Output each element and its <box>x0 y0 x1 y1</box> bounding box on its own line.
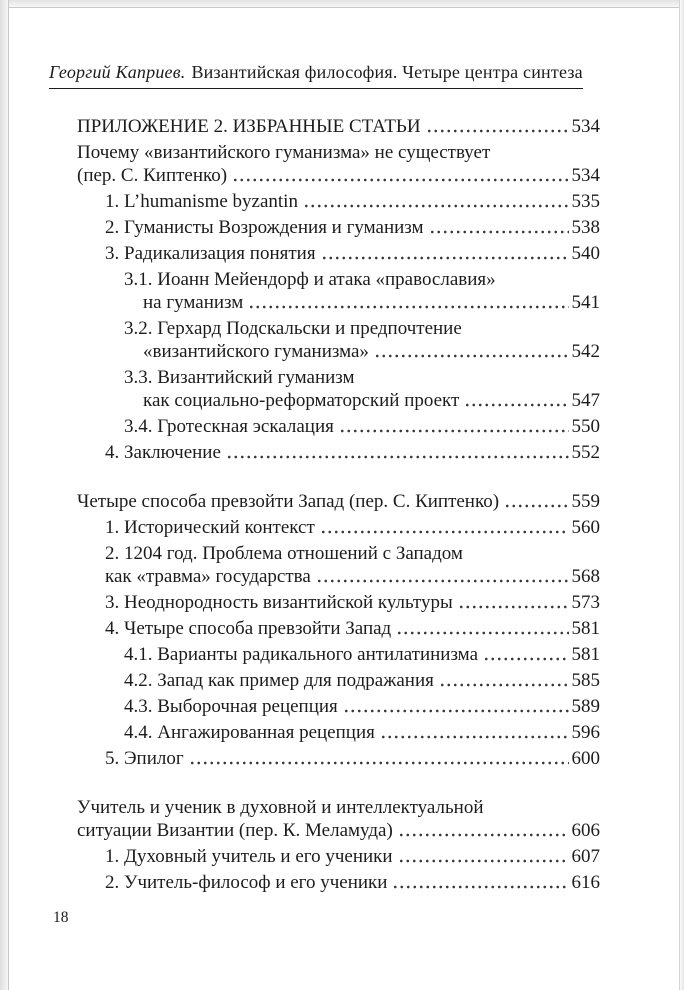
toc-entry-text: 4. Заключение <box>105 442 221 463</box>
dot-leader <box>226 441 569 464</box>
toc-entry <box>124 268 600 314</box>
toc-entry-line-with-page <box>143 340 600 363</box>
toc-entry-text: 2. Гуманисты Возрождения и гуманизм <box>105 217 424 238</box>
toc-page-number: 560 <box>571 517 600 538</box>
toc-page-number: 600 <box>571 748 600 769</box>
toc-entry-text: 2. Учитель-философ и его ученики <box>105 872 388 893</box>
scan-edge-top <box>0 0 684 8</box>
dot-leader <box>339 415 569 438</box>
toc-entry-text: ситуации Византии (пер. К. Меламуда) <box>77 820 393 841</box>
toc-page-number: 547 <box>571 390 600 411</box>
toc-page-number: 534 <box>571 116 600 137</box>
dot-leader <box>429 216 569 239</box>
toc-entry-text: (пер. С. Киптенко) <box>77 165 228 186</box>
toc-entry-text: 4.1. Варианты радикального антилатинизма <box>124 644 479 665</box>
toc-entry <box>124 366 600 412</box>
toc-entry <box>105 591 600 614</box>
toc-page-number: 596 <box>571 722 600 743</box>
running-header <box>49 62 583 89</box>
toc-page-number: 581 <box>571 618 600 639</box>
toc <box>77 115 600 897</box>
toc-entry <box>124 669 600 692</box>
toc-entry-text: Четыре способа превзойти Запад (пер. С. Киптенко) <box>77 491 500 512</box>
toc-page-number: 589 <box>571 696 600 717</box>
dot-leader <box>458 591 569 614</box>
toc-entry-text: 1. L’humanisme byzantin <box>105 191 298 212</box>
toc-entry-line-with-page <box>105 190 600 213</box>
toc-entry-line <box>105 542 600 565</box>
toc-entry-line-with-page <box>105 747 600 770</box>
toc-entry <box>124 643 600 666</box>
dot-leader <box>396 617 568 640</box>
toc-entry <box>105 845 600 868</box>
toc-entry-text: 4.2. Запад как пример для подражания <box>124 670 434 691</box>
toc-entry-text: 2. 1204 год. Проблема отношений с Западом <box>105 543 463 564</box>
toc-section <box>77 490 600 770</box>
toc-page-number: 559 <box>571 491 600 512</box>
scan-edge-left <box>0 0 9 990</box>
toc-entry-text: 1. Духовный учитель и его ученики <box>105 846 393 867</box>
toc-entry-line <box>77 141 600 164</box>
toc-entry-line-with-page <box>124 695 600 718</box>
toc-entry <box>105 441 600 464</box>
toc-entry-text: 4. Четыре способа превзойти Запад <box>105 618 392 639</box>
dot-leader <box>439 669 569 692</box>
toc-entry-line <box>124 317 600 340</box>
dot-leader <box>189 747 569 770</box>
toc-entry-line-with-page <box>105 516 600 539</box>
toc-entry-line-with-page <box>105 845 600 868</box>
toc-entry <box>105 516 600 539</box>
toc-entry <box>77 796 600 842</box>
dot-leader <box>343 695 569 718</box>
toc-entry <box>124 695 600 718</box>
toc-entry-text: 1. Исторический контекст <box>105 517 315 538</box>
toc-entry <box>77 141 600 187</box>
toc-entry-text: на гуманизм <box>143 292 244 313</box>
toc-entry-line-with-page <box>77 490 600 513</box>
toc-entry-line <box>124 366 600 389</box>
toc-entry <box>124 721 600 744</box>
toc-entry-line-with-page <box>143 389 600 412</box>
toc-entry-text: 3.1. Иоанн Мейендорф и атака «православия» <box>124 269 496 290</box>
toc-entry-text: 3. Неоднородность византийской культуры <box>105 592 453 613</box>
toc-page-number: 552 <box>571 442 600 463</box>
toc-entry-text: «византийского гуманизма» <box>143 341 369 362</box>
toc-entry-text: 3. Радикализация понятия <box>105 243 316 264</box>
toc-entry-line-with-page <box>77 115 600 138</box>
toc-entry-line-with-page <box>77 819 600 842</box>
dot-leader <box>483 643 568 666</box>
toc-page-number: 616 <box>571 872 600 893</box>
toc-page-number: 607 <box>571 846 600 867</box>
toc-entry <box>105 871 600 894</box>
dot-leader <box>303 190 569 213</box>
toc-entry <box>77 115 600 138</box>
toc-entry-text: Учитель и ученик в духовной и интеллектуальной <box>77 797 484 818</box>
toc-entry-text: 3.2. Герхард Подскальски и предпочтение <box>124 318 462 339</box>
dot-leader <box>380 721 569 744</box>
dot-leader <box>321 242 569 265</box>
toc-entry-line-with-page <box>105 565 600 588</box>
toc-entry <box>124 415 600 438</box>
toc-entry-text: 3.3. Византийский гуманизм <box>124 367 355 388</box>
toc-entry-text: 5. Эпилог <box>105 748 184 769</box>
toc-entry-line-with-page <box>105 216 600 239</box>
dot-leader <box>504 490 568 513</box>
toc-page-number: 542 <box>571 341 600 362</box>
toc-entry <box>105 190 600 213</box>
toc-entry <box>77 490 600 513</box>
toc-entry-line-with-page <box>124 643 600 666</box>
toc-section <box>77 115 600 464</box>
dot-leader <box>248 291 568 314</box>
page-number-footer: 18 <box>53 909 69 926</box>
toc-page-number: 581 <box>571 644 600 665</box>
toc-page-number: 568 <box>571 566 600 587</box>
toc-page-number: 573 <box>571 592 600 613</box>
toc-entry <box>105 617 600 640</box>
toc-entry <box>105 242 600 265</box>
dot-leader <box>232 164 568 187</box>
toc-entry-line-with-page <box>105 242 600 265</box>
running-header-author: Георгий Каприев. <box>49 62 186 82</box>
dot-leader <box>320 516 569 539</box>
toc-page-number: 550 <box>571 416 600 437</box>
dot-leader <box>398 819 569 842</box>
toc-page-number: 534 <box>571 165 600 186</box>
toc-section <box>77 796 600 894</box>
toc-entry-line-with-page <box>124 721 600 744</box>
dot-leader <box>392 871 568 894</box>
toc-entry-text: ПРИЛОЖЕНИЕ 2. ИЗБРАННЫЕ СТАТЬИ <box>77 116 421 137</box>
toc-entry-line-with-page <box>105 617 600 640</box>
toc-page-number: 540 <box>571 243 600 264</box>
toc-entry-text: 4.4. Ангажированная рецепция <box>124 722 375 743</box>
dot-leader <box>426 115 569 138</box>
toc-entry <box>105 747 600 770</box>
toc-entry-line-with-page <box>105 441 600 464</box>
toc-entry-line <box>124 268 600 291</box>
scan-edge-right <box>679 0 684 990</box>
toc-page-number: 541 <box>571 292 600 313</box>
dot-leader <box>374 340 569 363</box>
dot-leader <box>316 565 569 588</box>
toc-entry-text: 4.3. Выборочная рецепция <box>124 696 338 717</box>
toc-page-number: 606 <box>571 820 600 841</box>
running-header-title: Византийская философия. Четыре центра синтеза <box>191 62 583 82</box>
toc-entry-line-with-page <box>77 164 600 187</box>
toc-entry-line-with-page <box>143 291 600 314</box>
toc-entry-line-with-page <box>105 871 600 894</box>
toc-page-number: 535 <box>571 191 600 212</box>
toc-entry-line-with-page <box>124 669 600 692</box>
toc-entry <box>124 317 600 363</box>
toc-page-number: 585 <box>571 670 600 691</box>
toc-entry-text: Почему «византийского гуманизма» не существует <box>77 142 491 163</box>
dot-leader <box>464 389 568 412</box>
toc-entry-text: как социально-реформаторский проект <box>143 390 460 411</box>
toc-entry-text: как «травма» государства <box>105 566 311 587</box>
toc-entry <box>105 216 600 239</box>
dot-leader <box>398 845 569 868</box>
toc-entry-line <box>77 796 600 819</box>
toc-entry-text: 3.4. Гротескная эскалация <box>124 416 334 437</box>
toc-entry-line-with-page <box>105 591 600 614</box>
toc-entry-line-with-page <box>124 415 600 438</box>
toc-entry <box>105 542 600 588</box>
toc-page-number: 538 <box>571 217 600 238</box>
